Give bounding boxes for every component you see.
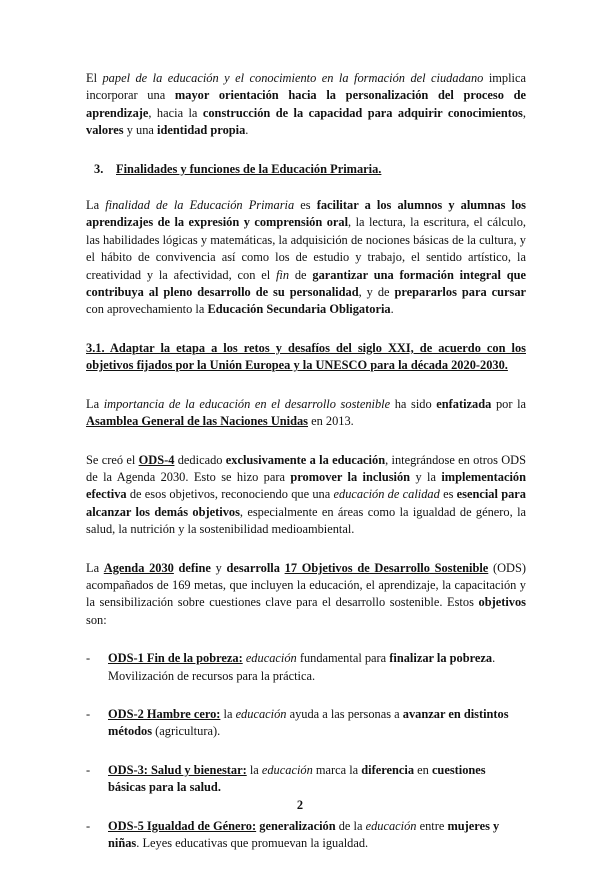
section-heading-3-1: 3.1. Adaptar la etapa a los retos y desafíos del siglo XXI, de acuerdo con los objetivos fijados por la Unión Europea y la UNESCO para la década 2020-2030. xyxy=(86,340,526,373)
document-page xyxy=(86,70,526,873)
list-item-ods-3: - ODS-3: Salud y bienestar: la educación marca la diferencia en cuestiones básicas para la salud. xyxy=(86,762,486,795)
importancia-paragraph: La importancia de la educación en el desarrollo sostenible ha sido enfatizada por la Asamblea General de las Naciones Unidas en 2013. xyxy=(86,396,527,429)
ods4-paragraph: Se creó el ODS-4 dedicado exclusivamente a la educación, integrándose en otros ODS de la Agenda 2030. Esto se hizo para promover la inclusión y la implementación efectiva de esos objetivos, reconociendo que una educación de calidad es esencial para alcanzar los demás objetivos, especialmente en áreas como la igualdad de género, la salud, la nutrición y la sostenibilidad medioambiental. xyxy=(86,452,527,537)
intro-paragraph: El papel de la educación y el conocimiento en la formación del ciudadano implica incorporar una mayor orientación hacia la personalización del proceso de aprendizaje, hacia la construcción de la capacidad para adquirir conocimientos, valores y una identidad propia. xyxy=(86,71,527,138)
section-heading-3: 3. Finalidades y funciones de la Educación Primaria. xyxy=(94,161,382,176)
agenda-paragraph: La Agenda 2030 define y desarrolla 17 Objetivos de Desarrollo Sostenible (ODS) acompañados de 169 metas, que incluyen la educación, el aprendizaje, la capacitación y la sensibilización sobre cuestiones clave para el desarrollo sostenible. Estos objetivos son: xyxy=(86,560,527,627)
page-number: 2 xyxy=(296,798,304,812)
list-item-ods-1: - ODS-1 Fin de la pobreza: educación fundamental para finalizar la pobreza. Movilización de recursos para la práctica. xyxy=(86,651,496,683)
list-item-ods-2: - ODS-2 Hambre cero: la educación ayuda a las personas a avanzar en distintos métodos (agricultura). xyxy=(86,706,509,739)
ods-list xyxy=(86,650,526,852)
list-item-ods-5: - ODS-5 Igualdad de Género: generalización de la educación entre mujeres y niñas. Leyes educativas que promuevan la igualdad. xyxy=(86,818,500,850)
finalidad-paragraph: La finalidad de la Educación Primaria es facilitar a los alumnos y alumnas los aprendizajes de la expresión y comprensión oral, la lectura, la escritura, el cálculo, las habilidades lógicas y matemáticas, la adquisición de nociones básicas de la cultura, y el hábito de convivencia así como los de estudio y trabajo, el sentido artístico, la creatividad y la afectividad, con el fin de garantizar una formación integral que contribuya al pleno desarrollo de su personalidad, y de prepararlos para cursar con aprovechamiento la Educación Secundaria Obligatoria. xyxy=(86,198,527,317)
